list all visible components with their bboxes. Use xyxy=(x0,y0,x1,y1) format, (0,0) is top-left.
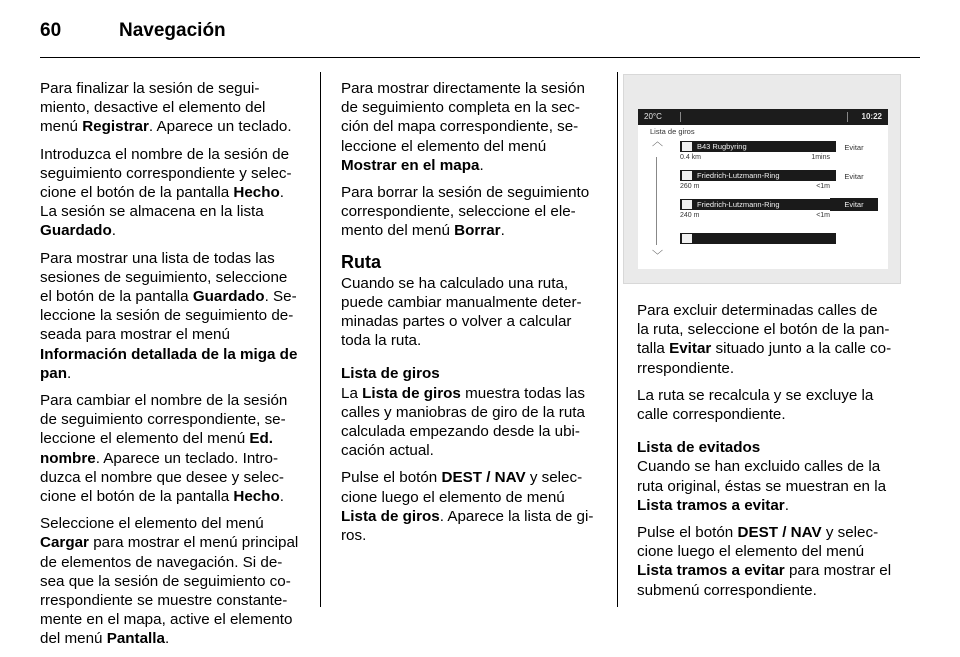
col2-ruta-paragraphs xyxy=(341,274,609,351)
paragraph: Introduzca el nombre de la sesión de seguimiento correspondiente y selec- cione el botón de la pantalla Hecho. La sesión se almacena en la lista Guardado. xyxy=(40,145,292,240)
paragraph: Para borrar la sesión de seguimiento correspondiente, seleccione el ele- mento del menú Borrar. xyxy=(341,184,590,240)
scroll-down-icon: ﹀ xyxy=(652,250,663,262)
column-3 xyxy=(637,79,905,608)
column-2 xyxy=(341,79,609,553)
paragraph: Para finalizar la sesión de segui- miento, desactive el elemento del menú Registrar. Aparece un teclado. xyxy=(40,80,292,136)
col2-giros-paragraphs xyxy=(341,384,609,546)
street-name: Friedrich-Lutzmann-Ring xyxy=(697,171,780,180)
section-heading-ruta: Ruta xyxy=(341,251,381,272)
bold-term: DEST / NAV xyxy=(441,469,526,487)
header-rule xyxy=(40,57,920,58)
paragraph: Para excluir determinadas calles de la ruta, seleccione el botón de la pan- talla Evitar situado junto a la calle co- rrespondiente. xyxy=(637,302,892,377)
col3-text xyxy=(637,301,905,600)
bold-term: Lista de giros xyxy=(341,507,440,525)
page-number: 60 xyxy=(40,20,62,41)
screen-clock: 10:22 xyxy=(861,112,882,121)
bold-term: Guardado xyxy=(40,222,112,240)
avoid-button-selected: Evitar xyxy=(830,198,878,211)
street-name: Friedrich-Lutzmann-Ring xyxy=(697,200,780,209)
col1-paragraphs xyxy=(40,79,308,649)
bold-term: Pantalla xyxy=(106,630,165,648)
paragraph: Seleccione el elemento del menú Cargar para mostrar el menú principal de elementos de navegación. Si de- sea que la sesión de seguimiento co- rrespondiente se muestre constante- mente en el mapa, active el elemento del menú Pantalla. xyxy=(40,515,299,648)
paragraph: Pulse el botón DEST / NAV y selec- cione luego el elemento del menú Lista tramos a evitar para mostrar el submenú correspondiente. xyxy=(637,524,892,599)
bold-term: Evitar xyxy=(669,340,712,358)
col3-evitados-paragraphs xyxy=(637,457,905,599)
bold-term: Información detallada de la miga de pan xyxy=(40,345,298,382)
duration: <1m xyxy=(816,212,830,219)
paragraph: Para cambiar el nombre de la sesión de seguimiento correspondiente, se- leccione el elemento del menú Ed. nombre. Aparece un teclado. Intro- duzca el nombre que desee y selec- cione el botón de la pantalla Hecho. xyxy=(40,392,288,506)
paragraph: Cuando se han excluido calles de la ruta original, éstas se muestran en la Lista tramos a evitar. xyxy=(637,458,887,514)
paragraph: Para mostrar directamente la sesión de seguimiento completa en la sec- ción del mapa correspondiente, se- leccione el elemento del menú Mostrar en el mapa. xyxy=(341,80,585,174)
column-divider-1 xyxy=(320,72,321,607)
paragraph: La Lista de giros muestra todas las calles y maniobras de giro de la ruta calculada empezando desde la ubi- cación actual. xyxy=(341,384,585,460)
col2-top-paragraphs xyxy=(341,79,609,241)
subheading-lista-de-giros: Lista de giros xyxy=(341,365,440,383)
paragraph: Cuando se ha calculado una ruta, puede cambiar manualmente deter- minadas partes o volver a calcular toda la ruta. xyxy=(341,274,582,350)
bold-term: Hecho xyxy=(233,488,280,506)
subheading-lista-de-evitados: Lista de evitados xyxy=(637,439,761,457)
avoid-button: Evitar xyxy=(844,143,864,152)
screen-list-title: Lista de giros xyxy=(650,127,695,136)
avoid-button: Evitar xyxy=(844,172,864,181)
paragraph: Para mostrar una lista de todas las sesiones de seguimiento, seleccione el botón de la pantalla Guardado. Se- leccione la sesión de seguimiento de- seada para mostrar el menú Información detallada de la miga de pan. xyxy=(40,249,298,382)
bold-term: Hecho xyxy=(233,184,280,202)
paragraph: La ruta se recalcula y se excluye la calle correspondiente. xyxy=(637,386,874,424)
bold-term: Borrar xyxy=(454,222,501,240)
bold-term: Lista tramos a evitar xyxy=(637,496,785,514)
screen-temperature: 20°C xyxy=(644,112,662,121)
duration: <1m xyxy=(816,183,830,190)
street-name: B43 Rugbyring xyxy=(697,142,747,151)
bold-term: Lista de giros xyxy=(362,384,461,402)
col3-top-paragraphs xyxy=(637,301,905,424)
paragraph: Pulse el botón DEST / NAV y selec- cione luego el elemento de menú Lista de giros. Aparece la lista de gi- ros. xyxy=(341,469,594,545)
page-title: Navegación xyxy=(119,20,226,41)
bold-term: Registrar xyxy=(82,118,149,136)
distance: 260 m xyxy=(680,183,700,190)
bold-term: Ed. nombre xyxy=(40,430,274,467)
bold-term: Guardado xyxy=(192,288,265,306)
bold-term: Mostrar en el mapa xyxy=(341,156,480,174)
bold-term: Cargar xyxy=(40,534,89,552)
column-1 xyxy=(40,79,308,657)
bold-term: DEST / NAV xyxy=(737,524,822,542)
scroll-up-icon: ︿ xyxy=(652,136,663,148)
bold-term: Lista tramos a evitar xyxy=(637,562,785,580)
duration: 1mins xyxy=(811,154,830,161)
distance: 240 m xyxy=(680,212,700,219)
column-divider-2 xyxy=(617,72,618,607)
distance: 0.4 km xyxy=(680,154,702,161)
